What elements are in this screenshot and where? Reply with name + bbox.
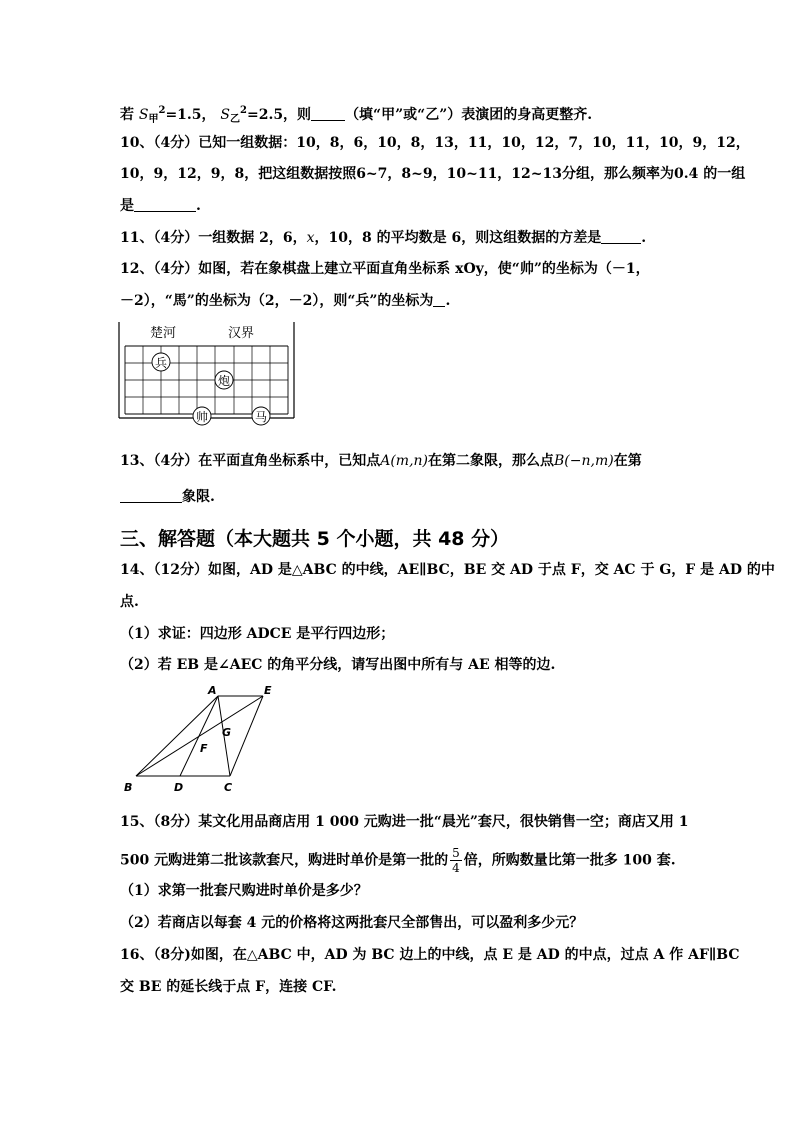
- q16-line2: 交 BE 的延长线于点 F，连接 CF.: [120, 979, 337, 995]
- answer-blank-q11[interactable]: [601, 229, 641, 244]
- geometry-figure-q14: [120, 684, 280, 796]
- svg-text:G: G: [222, 726, 232, 739]
- svg-text:E: E: [264, 684, 272, 697]
- q14-sub2: （2）若 EB 是∠AEC 的角平分线，请写出图中所有与 AE 相等的边.: [120, 657, 556, 673]
- piece-ma: [252, 407, 270, 425]
- svg-text:B: B: [124, 781, 133, 794]
- fraction-five-fourths: $\frac{5}{4}$: [452, 846, 460, 875]
- answer-blank-q10[interactable]: [134, 197, 196, 212]
- piece-pao: [215, 371, 233, 389]
- chess-board-figure: [116, 320, 302, 430]
- piece-bing: [152, 353, 170, 371]
- q13-line1: 13、（4分）在平面直角坐标系中，已知点A(m,n)在第二象限，那么点B(−n,m)在第: [120, 453, 642, 469]
- q11-line: 11、（4分）一组数据 2，6，x，10，8 的平均数是 6，则这组数据的方差是 .: [120, 230, 647, 246]
- piece-shuai: [193, 407, 211, 425]
- board-label-chuhe: 楚河: [150, 326, 177, 341]
- answer-blank-q9[interactable]: [311, 106, 345, 121]
- svg-text:C: C: [224, 781, 233, 794]
- svg-text:炮: 炮: [217, 374, 231, 388]
- q15-sub1: （1）求第一批套尺购进时单价是多少？: [120, 883, 368, 899]
- q10-line3: 是 .: [120, 198, 201, 214]
- q10-line2: 10，9，12，9，8，把这组数据按照6~7，8~9，10~11，12~13分组，那么频率为0.4 的一组: [120, 166, 746, 182]
- answer-blank-q12[interactable]: [433, 292, 445, 307]
- svg-text:A: A: [208, 684, 217, 697]
- svg-text:帅: 帅: [195, 410, 209, 424]
- svg-text:D: D: [174, 781, 184, 794]
- answer-blank-q13[interactable]: [120, 488, 182, 503]
- q9-tail-line: 若 $S_甲^2=1.5$， $S_乙^2=2.5$，则 （填“甲”或“乙”）表演团的身高更整齐.: [120, 105, 593, 125]
- svg-text:F: F: [200, 742, 208, 755]
- q14-line2: 点.: [120, 594, 139, 610]
- q16-line1: 16、（8分)如图，在△ABC 中，AD 为 BC 边上的中线，点 E 是 AD 的中点，过点 A 作 AF∥BC: [120, 947, 740, 963]
- q13-line2: 象限.: [120, 487, 215, 507]
- q14-line1: 14、（12分）如图，AD 是△ABC 的中线，AE∥BC，BE 交 AD 于点 F，交 AC 于 G，F 是 AD 的中: [120, 562, 775, 578]
- svg-text:马: 马: [254, 410, 268, 424]
- q15-line1: 15、（8分）某文化用品商店用 1 000 元购进一批“晨光”套尺，很快销售一空；商店又用 1: [120, 814, 689, 830]
- q12-line2: －2），“馬”的坐标为（2，－2），则“兵”的坐标为 .: [120, 293, 451, 309]
- q10-line1: 10、（4分）已知一组数据：10，8，6，10，8，13，11，10，12，7，10，11，10，9，12，: [120, 135, 750, 151]
- board-label-hanjie: 汉界: [228, 326, 255, 341]
- q15-sub2: （2）若商店以每套 4 元的价格将这两批套尺全部售出，可以盈利多少元？: [120, 915, 584, 931]
- q12-line1: 12、（4分）如图，若在象棋盘上建立平面直角坐标系 xOy，使“帅”的坐标为（－1，: [120, 261, 650, 277]
- section-heading: 三、解答题（本大题共 5 个小题，共 48 分）: [120, 528, 510, 550]
- svg-text:兵: 兵: [154, 356, 168, 370]
- q15-line2: 500 元购进第二批该款套尺，购进时单价是第一批的 $\frac{5}{4}$ 倍，所购数量比第一批多 100 套.: [120, 846, 676, 875]
- q14-sub1: （1）求证：四边形 ADCE 是平行四边形；: [120, 626, 395, 642]
